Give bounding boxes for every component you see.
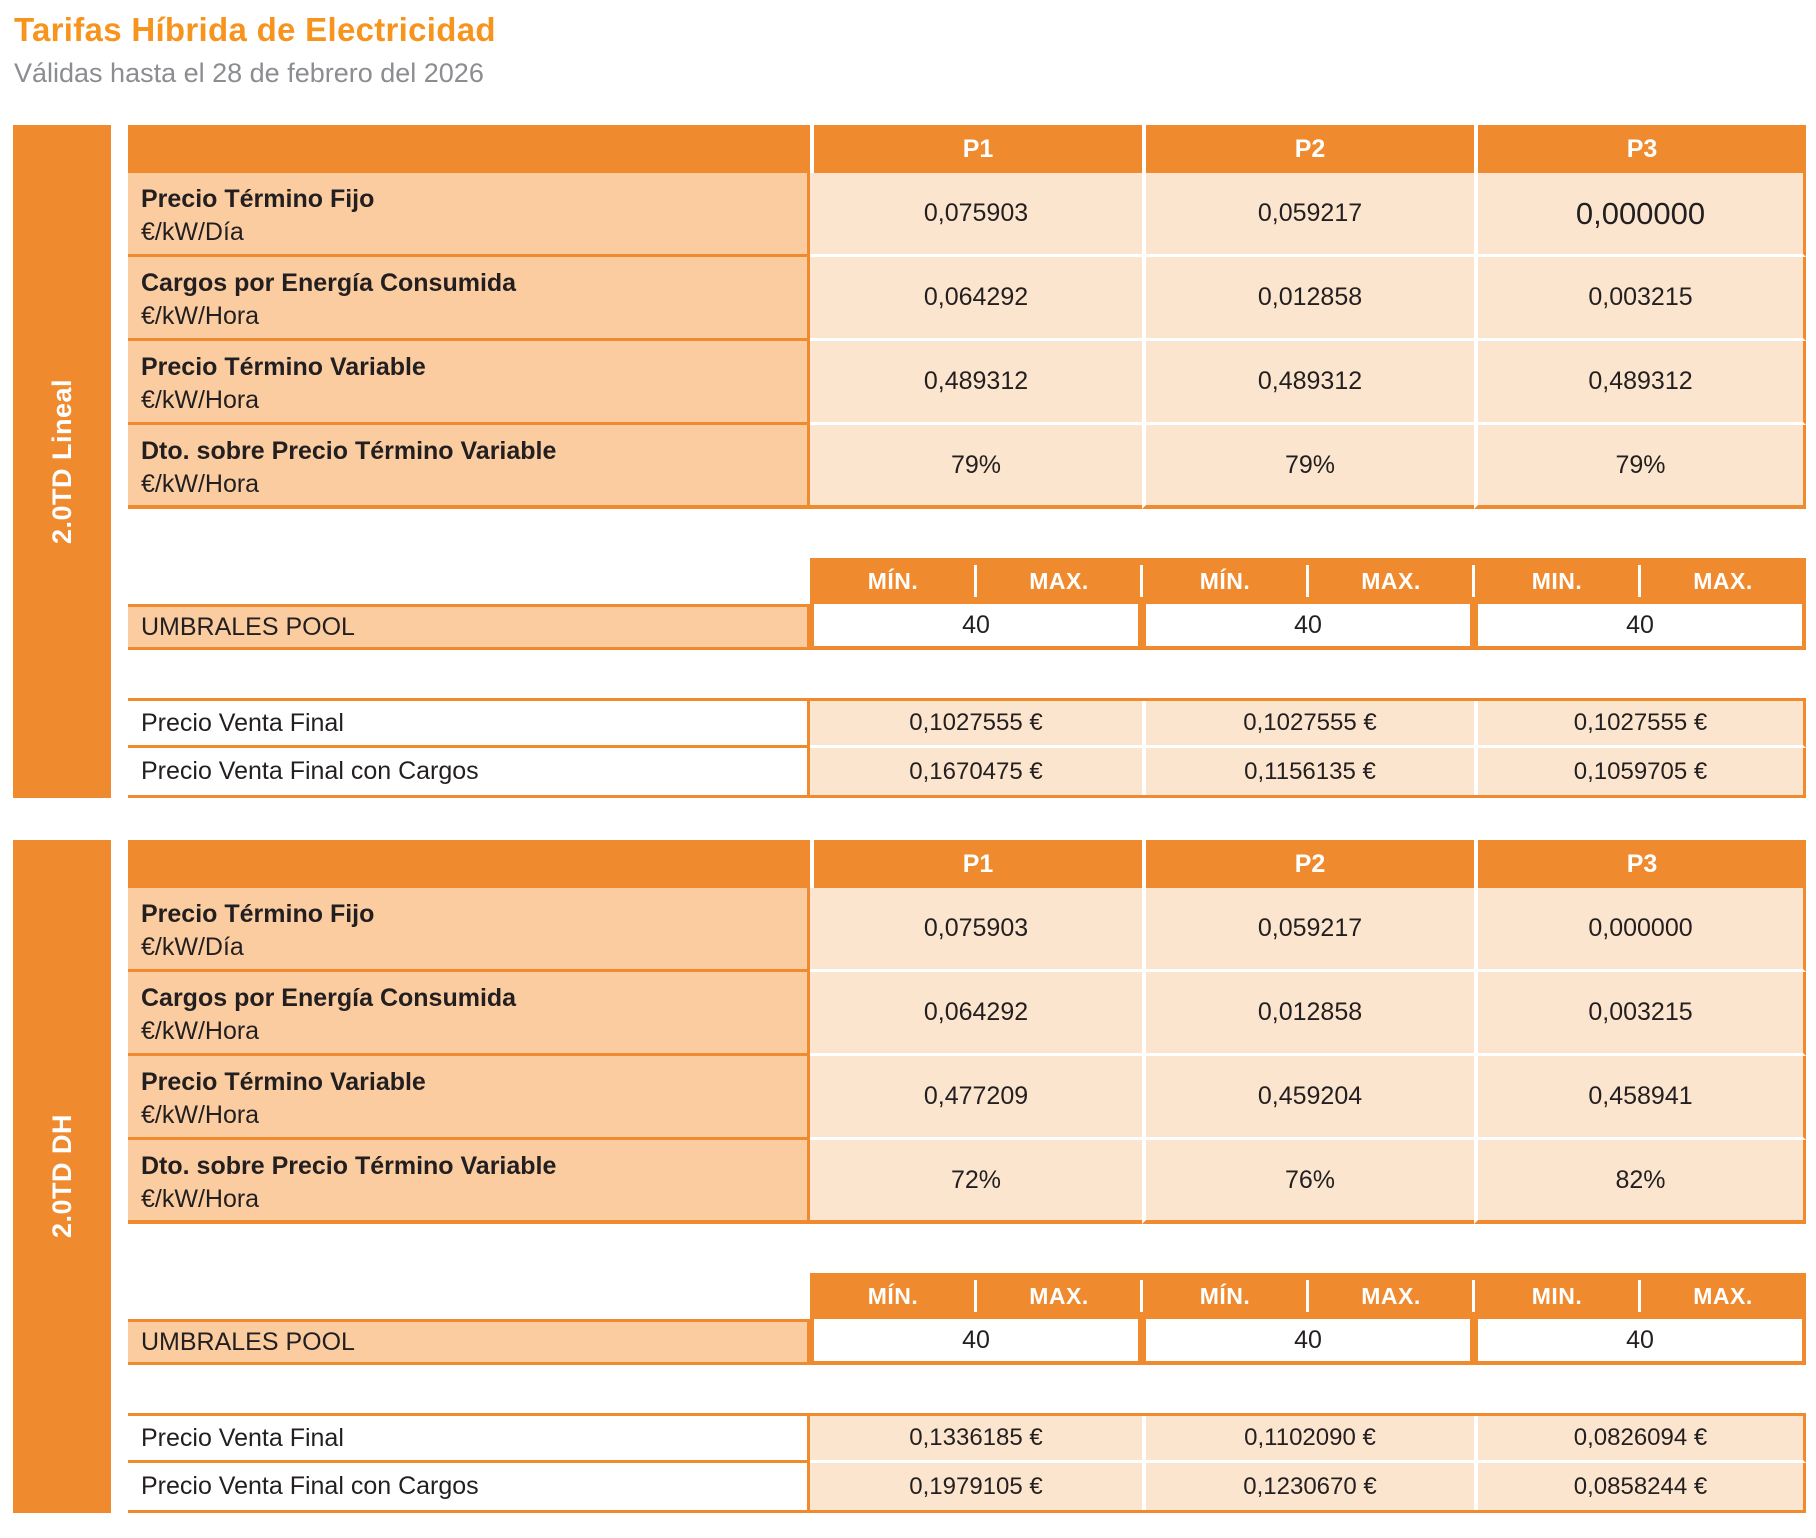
final-row-label: Precio Venta Final con Cargos <box>128 748 810 795</box>
umbrales-value-p2: 40 <box>1142 1319 1474 1365</box>
value-cell: 0,003215 <box>1474 257 1806 341</box>
column-header-p1: P1 <box>810 125 1142 173</box>
minmax-label: MÍN. <box>810 1273 976 1319</box>
column-header-p3: P3 <box>1474 840 1806 888</box>
value-cell: 0,059217 <box>1142 173 1474 257</box>
row-label-precio-termino-variable <box>128 341 810 425</box>
section-content <box>128 840 1806 1513</box>
umbrales-value-p3: 40 <box>1474 1319 1806 1365</box>
value-cell: 79% <box>1142 425 1474 509</box>
header-spacer <box>128 840 810 888</box>
page-title: Tarifas Híbrida de Electricidad <box>14 11 496 48</box>
section-sidebar <box>13 840 111 1513</box>
value-cell: 76% <box>1142 1140 1474 1224</box>
value-cell: 0,477209 <box>810 1056 1142 1140</box>
final-value-cell: 0,1336185 € <box>810 1416 1142 1463</box>
spacer <box>128 509 1806 558</box>
final-row-label: Precio Venta Final <box>128 1416 810 1463</box>
value-cell: 0,458941 <box>1474 1056 1806 1140</box>
final-value-cell: 0,1230670 € <box>1142 1463 1474 1510</box>
umbrales-label: UMBRALES POOL <box>128 604 810 650</box>
value-cell: 0,003215 <box>1474 972 1806 1056</box>
row-label-title: Dto. sobre Precio Término Variable <box>141 1152 557 1180</box>
row-label-title: Cargos por Energía Consumida <box>141 984 517 1012</box>
final-row-label: Precio Venta Final con Cargos <box>128 1463 810 1510</box>
umbrales-label: UMBRALES POOL <box>128 1319 810 1365</box>
value-cell: 72% <box>810 1140 1142 1224</box>
value-cell: 0,000000 <box>1474 888 1806 972</box>
section-name: 2.0TD Lineal <box>46 378 77 545</box>
row-label-unit: €/kW/Hora <box>141 470 260 498</box>
value-cell: 0,489312 <box>1142 341 1474 425</box>
minmax-label: MAX. <box>976 558 1142 604</box>
minmax-label: MAX. <box>1308 558 1474 604</box>
value-cell: 82% <box>1474 1140 1806 1224</box>
row-label-dto-variable <box>128 1140 810 1224</box>
final-value-cell: 0,1027555 € <box>1474 701 1806 748</box>
value-cell: 0,489312 <box>1474 341 1806 425</box>
value-cell: 0,000000 <box>1474 173 1806 257</box>
value-cell: 0,075903 <box>810 173 1142 257</box>
minmax-label: MAX. <box>1308 1273 1474 1319</box>
umbrales-row <box>128 604 1806 650</box>
minmax-spacer <box>128 1273 810 1319</box>
section-content <box>128 125 1806 798</box>
minmax-label: MIN. <box>1474 558 1640 604</box>
price-table <box>128 840 1806 1224</box>
column-header-p3: P3 <box>1474 125 1806 173</box>
final-value-cell: 0,1670475 € <box>810 748 1142 795</box>
value-cell: 79% <box>1474 425 1806 509</box>
section-2otd-lineal <box>13 125 1816 798</box>
row-label-title: Cargos por Energía Consumida <box>141 269 517 297</box>
minmax-label: MIN. <box>1474 1273 1640 1319</box>
row-label-title: Dto. sobre Precio Término Variable <box>141 437 557 465</box>
minmax-header <box>128 1273 1806 1319</box>
spacer <box>128 1365 1806 1413</box>
umbrales-value-p3: 40 <box>1474 604 1806 650</box>
row-label-cargos-energia <box>128 257 810 341</box>
value-cell: 0,059217 <box>1142 888 1474 972</box>
value-cell: 0,012858 <box>1142 257 1474 341</box>
row-label-precio-termino-variable <box>128 1056 810 1140</box>
umbrales-row <box>128 1319 1806 1365</box>
final-price-table <box>128 698 1806 798</box>
final-value-cell: 0,1059705 € <box>1474 748 1806 795</box>
minmax-header <box>128 558 1806 604</box>
value-cell: 0,489312 <box>810 341 1142 425</box>
final-price-table <box>128 1413 1806 1513</box>
row-label-unit: €/kW/Día <box>141 218 244 246</box>
row-label-unit: €/kW/Hora <box>141 302 260 330</box>
minmax-label: MÍN. <box>1142 558 1308 604</box>
final-value-cell: 0,1156135 € <box>1142 748 1474 795</box>
section-sidebar <box>13 125 111 798</box>
row-label-title: Precio Término Variable <box>141 353 426 381</box>
page-subtitle: Válidas hasta el 28 de febrero del 2026 <box>14 58 484 88</box>
final-value-cell: 0,1979105 € <box>810 1463 1142 1510</box>
spacer <box>128 650 1806 698</box>
spacer <box>128 1224 1806 1273</box>
minmax-label: MAX. <box>1640 1273 1806 1319</box>
final-value-cell: 0,1102090 € <box>1142 1416 1474 1463</box>
section-2otd-dh <box>13 840 1816 1513</box>
row-label-unit: €/kW/Hora <box>141 1017 260 1045</box>
minmax-label: MÍN. <box>1142 1273 1308 1319</box>
umbrales-value-p2: 40 <box>1142 604 1474 650</box>
minmax-label: MAX. <box>1640 558 1806 604</box>
row-label-unit: €/kW/Hora <box>141 386 260 414</box>
price-table <box>128 125 1806 509</box>
value-cell: 79% <box>810 425 1142 509</box>
value-cell: 0,064292 <box>810 257 1142 341</box>
column-header-p2: P2 <box>1142 125 1474 173</box>
row-label-precio-termino-fijo <box>128 173 810 257</box>
value-cell: 0,459204 <box>1142 1056 1474 1140</box>
umbrales-value-p1: 40 <box>810 604 1142 650</box>
row-label-cargos-energia <box>128 972 810 1056</box>
umbrales-value-p1: 40 <box>810 1319 1142 1365</box>
row-label-title: Precio Término Fijo <box>141 900 375 928</box>
row-label-precio-termino-fijo <box>128 888 810 972</box>
final-value-cell: 0,0826094 € <box>1474 1416 1806 1463</box>
value-cell: 0,075903 <box>810 888 1142 972</box>
row-label-unit: €/kW/Hora <box>141 1101 260 1129</box>
minmax-spacer <box>128 558 810 604</box>
row-label-title: Precio Término Variable <box>141 1068 426 1096</box>
value-cell: 0,064292 <box>810 972 1142 1056</box>
final-value-cell: 0,1027555 € <box>1142 701 1474 748</box>
final-value-cell: 0,0858244 € <box>1474 1463 1806 1510</box>
minmax-label: MAX. <box>976 1273 1142 1319</box>
final-value-cell: 0,1027555 € <box>810 701 1142 748</box>
minmax-label: MÍN. <box>810 558 976 604</box>
row-label-dto-variable <box>128 425 810 509</box>
final-row-label: Precio Venta Final <box>128 701 810 748</box>
value-cell: 0,012858 <box>1142 972 1474 1056</box>
section-name: 2.0TD DH <box>46 1114 77 1239</box>
column-header-p2: P2 <box>1142 840 1474 888</box>
row-label-title: Precio Término Fijo <box>141 185 375 213</box>
row-label-unit: €/kW/Hora <box>141 1185 260 1213</box>
row-label-unit: €/kW/Día <box>141 933 244 961</box>
header-spacer <box>128 125 810 173</box>
column-header-p1: P1 <box>810 840 1142 888</box>
